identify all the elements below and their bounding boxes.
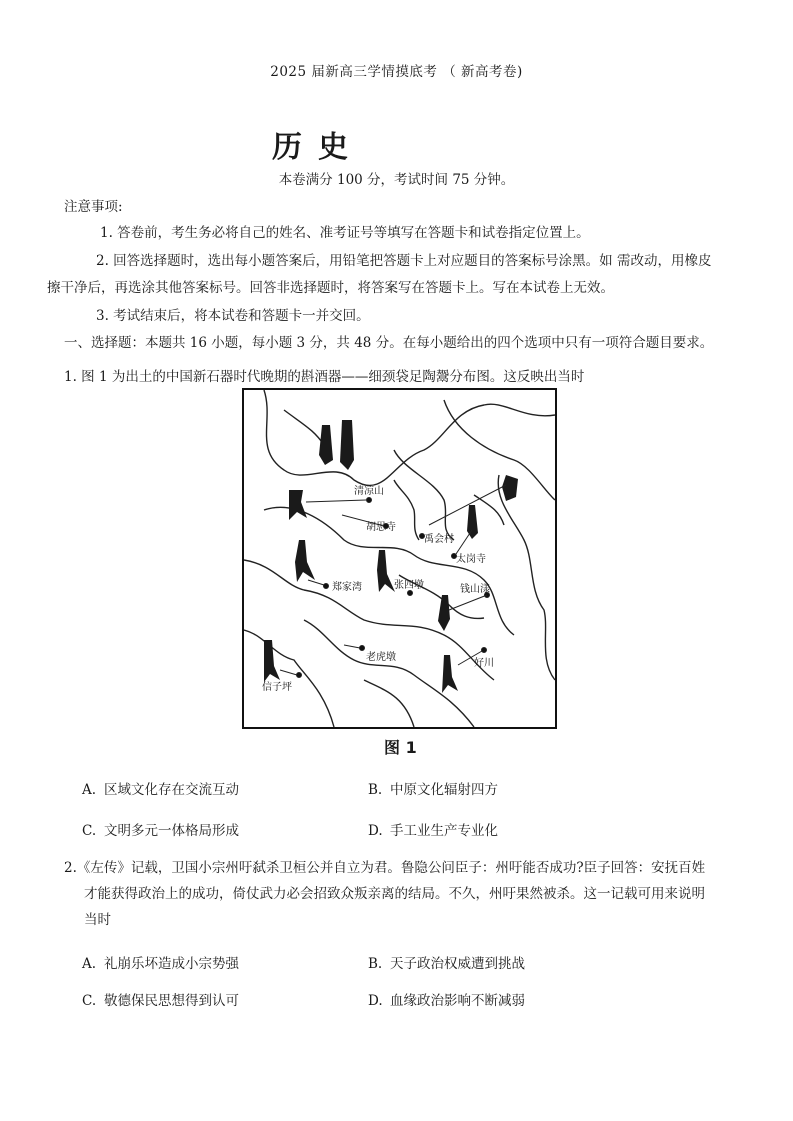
notice-item-2: 2. 回答选择题时，选出每小题答案后，用铅笔把答题卡上对应题目的答案标号涂黑。如 需改动，用橡皮	[96, 253, 712, 269]
q2-option-d	[368, 989, 525, 1009]
question-2-stem	[64, 855, 754, 933]
q2-stem-line-3: 当时	[84, 912, 111, 928]
map-label-xinziping: 信子坪	[262, 682, 292, 693]
exam-title: 2025 届新高三学情摸底考 （ 新高考卷)	[270, 64, 523, 80]
q2-option-a	[82, 952, 239, 972]
notice-item-2-cont: 擦干净后，再选涂其他答案标号。回答非选择题时，将答案写在答题卡上。写在本试卷上无效。	[47, 280, 614, 296]
option-text: 礼崩乐坏造成小宗势强	[104, 956, 239, 972]
notice-item-3: 3. 考试结束后，将本试卷和答题卡一并交回。	[96, 308, 370, 324]
q2-stem-line-1: 2.《左传》记载，卫国小宗州吁弑杀卫桓公并自立为君。鲁隐公问臣子：州吁能否成功?臣子回答：安抚百姓	[64, 860, 706, 876]
figure-caption: 图 1	[384, 738, 417, 757]
option-text: 区域文化存在交流互动	[104, 782, 239, 798]
option-text: 文明多元一体格局形成	[104, 823, 239, 839]
map-label-husisi: 胡思寺	[366, 522, 396, 533]
section-heading: 一、选择题：本题共 16 小题，每小题 3 分，共 48 分。在每小题给出的四个选项中只有一项符合题目要求。	[64, 335, 714, 351]
map-label-qingliangshan: 清凉山	[354, 486, 384, 497]
option-label: B.	[368, 956, 383, 972]
option-text: 天子政治权威遭到挑战	[390, 956, 525, 972]
map-label-laohudun: 老虎墩	[366, 652, 396, 663]
option-label: C.	[82, 993, 97, 1009]
map-label-zhangsidun: 张四墩	[394, 580, 424, 591]
q1-option-b	[368, 778, 498, 798]
q1-option-a	[82, 778, 239, 798]
option-label: B.	[368, 782, 383, 798]
map-label-qianshanyang: 钱山漾	[460, 584, 490, 595]
option-label: D.	[368, 993, 383, 1009]
option-text: 手工业生产专业化	[390, 823, 498, 839]
subject-title: 历史	[272, 130, 364, 165]
map-label-taigangsi: 太岗寺	[456, 554, 486, 565]
map-label-haochuan: 好川	[474, 658, 494, 669]
option-label: A.	[82, 782, 97, 798]
notice-item-1: 1. 答卷前，考生务必将自己的姓名、准考证号等填写在答题卡和试卷指定位置上。	[100, 225, 590, 241]
question-1-stem: 1. 图 1 为出土的中国新石器时代晚期的斟酒器——细颈袋足陶鬶分布图。这反映出当时	[64, 369, 585, 385]
map-label-yuhuicun: 禹会村	[424, 534, 454, 545]
map-drawing	[244, 390, 555, 727]
map-label-zhengjiawan: 郑家湾	[332, 582, 362, 593]
map-lines	[244, 390, 555, 727]
option-text: 血缘政治影响不断减弱	[390, 993, 525, 1009]
option-label: C.	[82, 823, 97, 839]
q2-option-b	[368, 952, 525, 972]
q1-option-d	[368, 819, 498, 839]
score-info: 本卷满分 100 分，考试时间 75 分钟。	[278, 172, 515, 188]
option-label: D.	[368, 823, 383, 839]
q2-option-c	[82, 989, 239, 1009]
pottery-distribution-map	[242, 388, 557, 729]
q1-option-c	[82, 819, 239, 839]
option-label: A.	[82, 956, 97, 972]
notice-title: 注意事项:	[64, 199, 123, 215]
option-text: 中原文化辐射四方	[390, 782, 498, 798]
q2-stem-line-2: 才能获得政治上的成功，倚仗武力必会招致众叛亲离的结局。不久，州吁果然被杀。这一记载可用来说明	[84, 886, 705, 902]
option-text: 敬德保民思想得到认可	[104, 993, 239, 1009]
